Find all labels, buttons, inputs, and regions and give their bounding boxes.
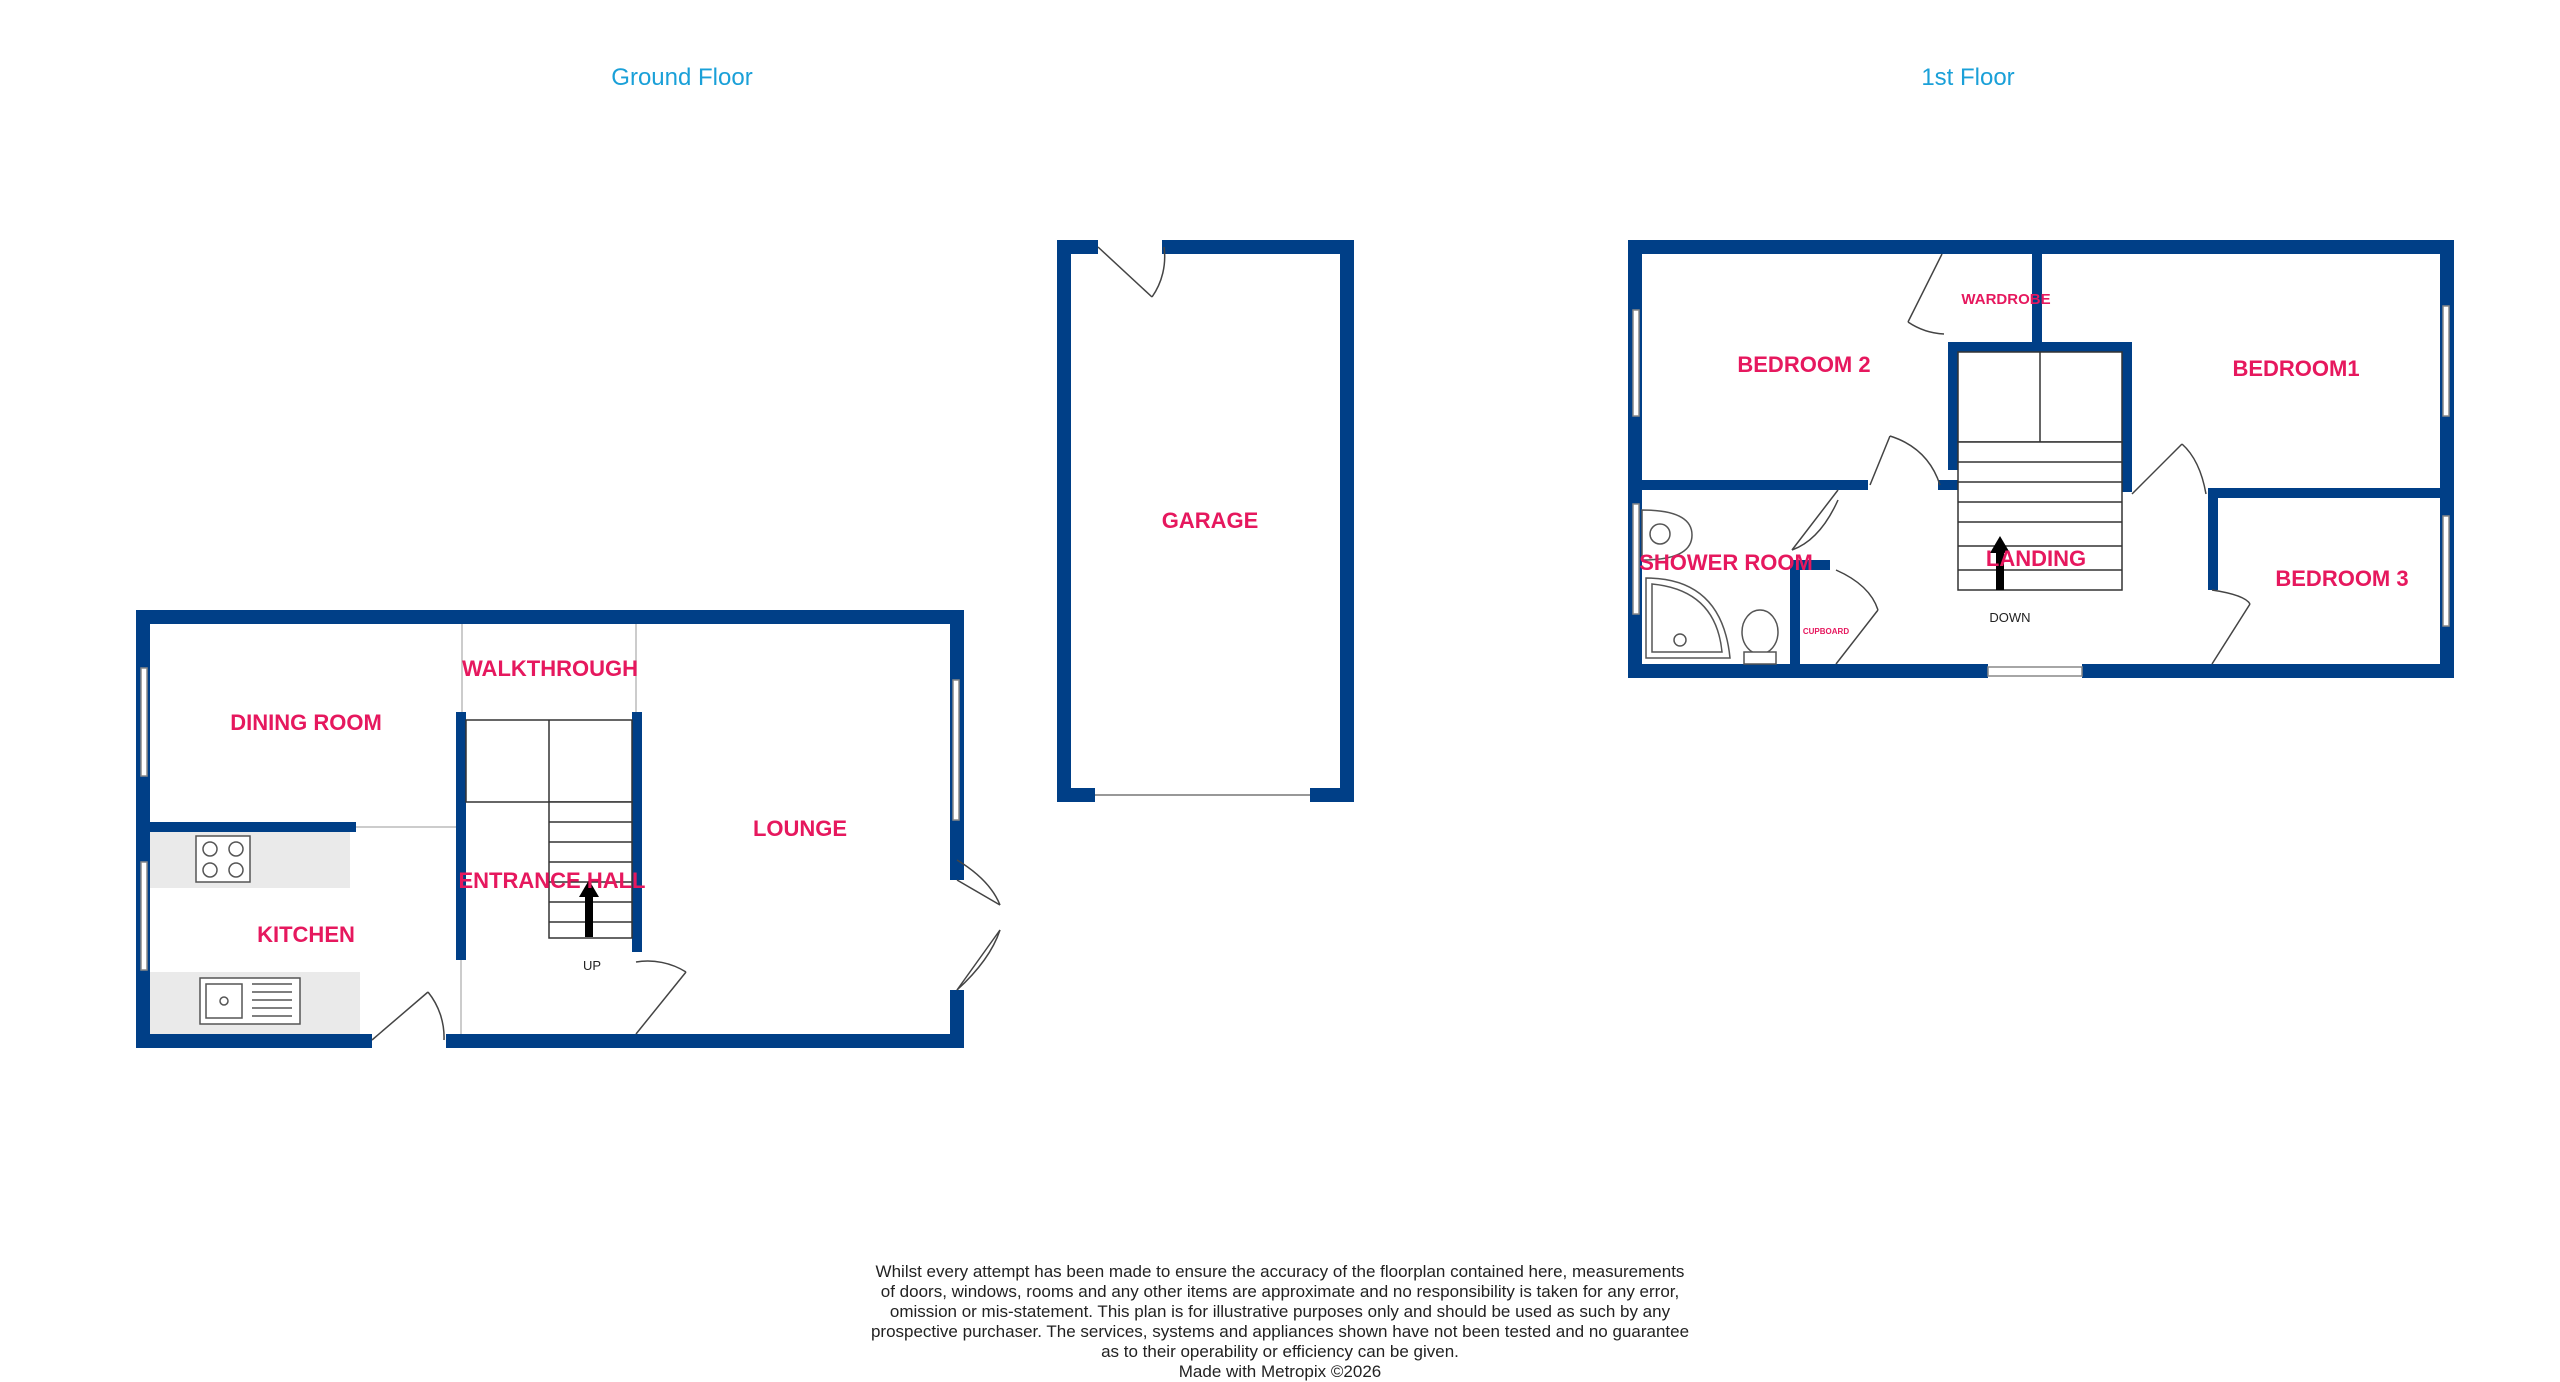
disclaimer-line: omission or mis-statement. This plan is for illustrative purposes only and should be used as such by any xyxy=(889,1302,1671,1321)
bedroom2-door xyxy=(1870,436,1940,485)
cupboard-door xyxy=(1836,570,1878,664)
shower-tray-icon xyxy=(1646,578,1730,658)
disclaimer-line: of doors, windows, rooms and any other items are approximate and no responsibility is taken for any error, xyxy=(880,1282,1680,1301)
bedroom3-door xyxy=(2212,590,2250,664)
ground-staircase xyxy=(466,720,632,938)
metropix-credit: Made with Metropix ©2026 xyxy=(1178,1362,1382,1381)
shower-room-door xyxy=(1792,490,1838,550)
shower-room-label: SHOWER ROOM xyxy=(1639,550,1813,575)
cupboard-label: CUPBOARD xyxy=(1802,627,1850,636)
bedroom1-door xyxy=(2132,444,2206,494)
lounge-label: LOUNGE xyxy=(752,816,848,841)
disclaimer-line: Whilst every attempt has been made to ensure the accuracy of the floorplan contained here, measurements xyxy=(875,1262,1685,1281)
kitchen-back-door xyxy=(372,992,444,1040)
dining-room-label: DINING ROOM xyxy=(230,710,382,735)
down-label: DOWN xyxy=(1989,610,2031,625)
sink-icon xyxy=(200,978,300,1024)
lounge-door xyxy=(636,961,686,1034)
bedroom3-label: BEDROOM 3 xyxy=(2275,566,2409,591)
entrance-hall-label: ENTRANCE HALL xyxy=(458,868,646,893)
disclaimer-line: as to their operability or efficiency can be given. xyxy=(1101,1342,1459,1361)
wardrobe-label: WARDROBE xyxy=(1961,291,2051,308)
landing-label: LANDING xyxy=(1985,546,2087,571)
hob-icon xyxy=(196,836,250,882)
first-floor-title: 1st Floor xyxy=(1921,64,2015,91)
kitchen-label: KITCHEN xyxy=(257,922,355,947)
bedroom2-wardrobe-door xyxy=(1908,254,1944,334)
disclaimer xyxy=(830,1262,1730,1382)
garage-label: GARAGE xyxy=(1161,508,1259,533)
ground-floor-title: Ground Floor xyxy=(611,64,753,91)
disclaimer-line: prospective purchaser. The services, systems and appliances shown have not been tested and no guarantee xyxy=(870,1322,1690,1341)
bedroom2-label: BEDROOM 2 xyxy=(1737,352,1871,377)
walkthrough-label: WALKTHROUGH xyxy=(462,656,638,681)
garage-door xyxy=(1098,247,1165,297)
toilet-icon xyxy=(1742,610,1778,664)
up-label: UP xyxy=(582,958,602,973)
bedroom1-label: BEDROOM1 xyxy=(2232,356,2360,381)
